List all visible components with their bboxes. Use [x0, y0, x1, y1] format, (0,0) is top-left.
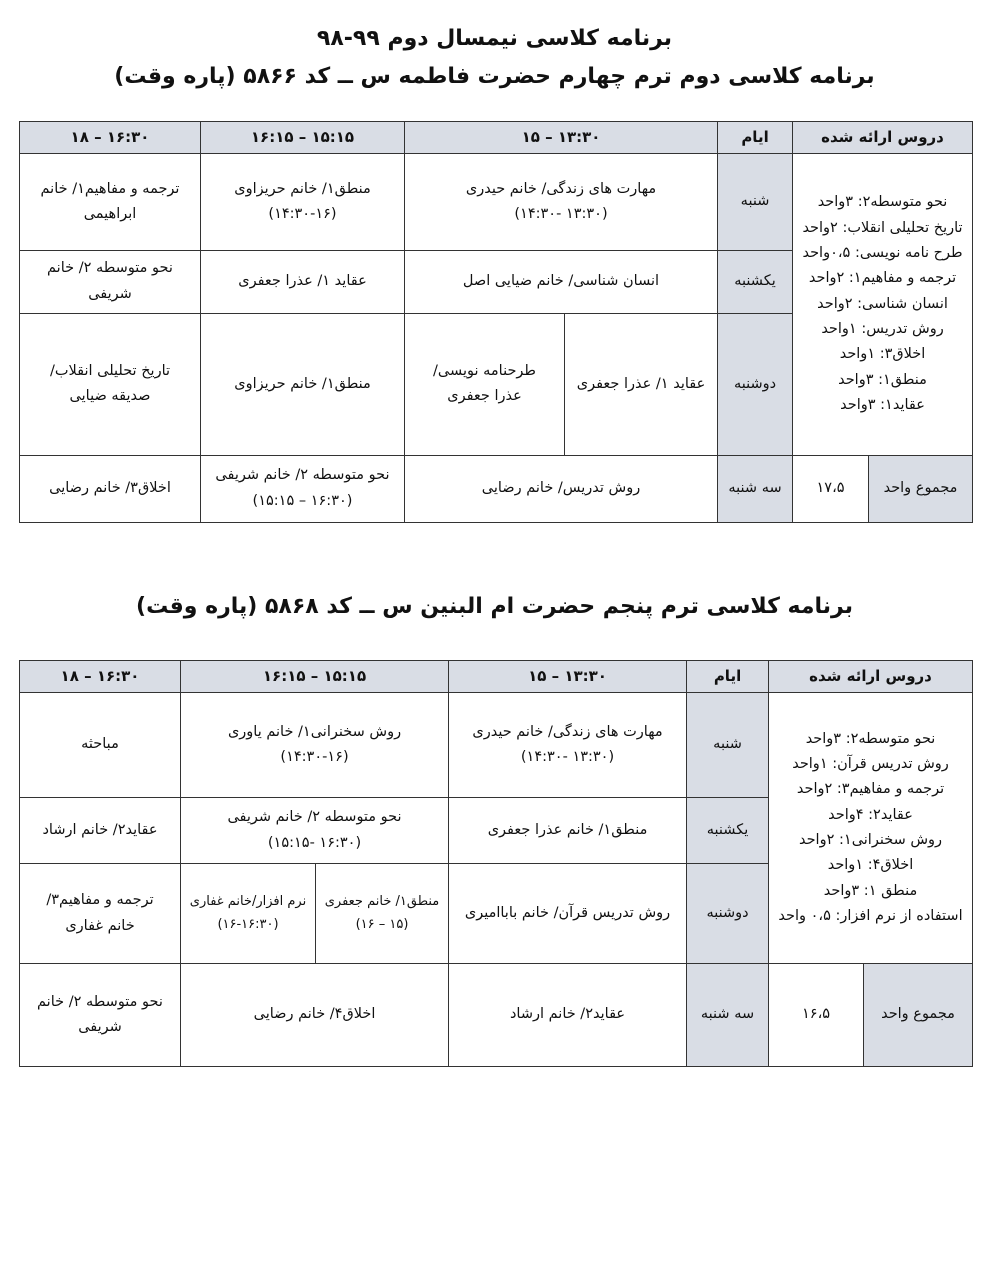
class-cell — [201, 154, 405, 250]
day-saturday: شنبه — [718, 154, 793, 250]
course-item: روش تدریس: ۱واحد — [821, 321, 944, 338]
course-item: منطق ۱: ۳واحد — [823, 882, 918, 899]
class-cell — [181, 798, 449, 864]
total-units-row-cell — [793, 455, 973, 522]
class-cell — [565, 313, 718, 455]
class-title: منطق۱/ خانم حریزاوی — [234, 375, 371, 392]
course-item: اخلاق۳: ۱واحد — [839, 346, 926, 363]
day-sunday: یکشنبه — [687, 798, 769, 864]
class-title: عقاید ۱/ عذرا جعفری — [238, 273, 367, 290]
class-title: نحو متوسطه ۲/ خانم شریفی — [215, 467, 390, 484]
header-courses: دروس ارائه شده — [769, 661, 973, 693]
class-time: (۱۴:۳۰-۱۶) — [280, 749, 349, 765]
class-title: روش تدریس قرآن/ خانم باباامیری — [464, 904, 671, 921]
class-title: انسان شناسی/ خانم ضیایی اصل — [462, 273, 660, 290]
class-time: (۱۳:۳۰ -۱۴:۳۰) — [520, 749, 615, 765]
class-title: خانم غفاری — [65, 917, 135, 934]
total-units-label: مجموع واحد — [868, 456, 972, 522]
class-title: تاریخ تحلیلی انقلاب/ — [49, 362, 171, 379]
class-title: اخلاق۳/ خانم رضایی — [49, 480, 171, 497]
class-cell — [20, 455, 201, 522]
course-item: استفاده از نرم افزار: ۰،۵ واحد — [778, 908, 963, 925]
class-title: شریفی — [88, 285, 132, 302]
header-slot-1: ۱۳:۳۰ – ۱۵ — [449, 661, 687, 693]
class-title: ترجمه و مفاهیم۱/ خانم — [40, 180, 180, 197]
class-time: (۱۶:۳۰ -۱۵:۱۵) — [267, 834, 362, 851]
class-cell — [449, 798, 687, 864]
class-title: مهارت های زندگی/ خانم حیدری — [472, 723, 663, 740]
course-item: انسان شناسی: ۲واحد — [817, 295, 948, 312]
day-saturday: شنبه — [687, 693, 769, 798]
header-slot-2: ۱۵:۱۵ – ۱۶:۱۵ — [201, 122, 405, 154]
table-row — [20, 964, 973, 1067]
class-title: منطق۱/ خانم حریزاوی — [234, 180, 371, 197]
header-courses: دروس ارائه شده — [793, 122, 973, 154]
day-tuesday: سه شنبه — [687, 964, 769, 1067]
class-title: نحو متوسطه ۲/ خانم — [47, 260, 173, 277]
total-units-row-cell — [769, 964, 973, 1067]
header-slot-3: ۱۶:۳۰ – ۱۸ — [20, 661, 181, 693]
class-time: (۱۶-۱۶:۳۰) — [217, 916, 279, 932]
course-item: نحو متوسطه۲: ۳واحد — [805, 730, 936, 747]
class-time: (۱۵ – ۱۶) — [355, 916, 409, 932]
course-item: منطق۱: ۳واحد — [838, 371, 927, 388]
class-cell — [181, 864, 316, 964]
class-title: نحو متوسطه ۲/ خانم شریفی — [227, 809, 402, 826]
course-item: اخلاق۴: ۱واحد — [827, 857, 914, 874]
class-title: عقاید ۱/ عذرا جعفری — [576, 375, 706, 392]
class-cell — [20, 154, 201, 250]
class-cell — [181, 693, 449, 798]
header-slot-3: ۱۶:۳۰ – ۱۸ — [20, 122, 201, 154]
class-cell — [201, 250, 405, 313]
table-row — [20, 693, 973, 798]
class-time: (۱۴:۳۰-۱۶) — [268, 205, 337, 222]
class-cell — [449, 964, 687, 1067]
page-title: برنامه کلاسی نیمسال دوم ۹۹-۹۸ — [316, 26, 673, 51]
class-title: مباحثه — [81, 736, 119, 753]
class-cell — [20, 313, 201, 455]
day-monday: دوشنبه — [718, 313, 793, 455]
course-item: نحو متوسطه۲: ۳واحد — [817, 194, 948, 211]
course-item: عقاید۱: ۳واحد — [840, 397, 925, 414]
class-title: شریفی — [78, 1019, 122, 1035]
header-days: ایام — [718, 122, 793, 154]
class-cell — [201, 455, 405, 522]
total-units-label: مجموع واحد — [863, 964, 972, 1066]
class-title: نرم افزار/خانم غفاری — [189, 893, 307, 909]
class-title: ترجمه و مفاهیم۳/ — [46, 892, 154, 909]
class-title: عقاید۲/ خانم ارشاد — [509, 1006, 626, 1023]
schedule-2-table — [19, 660, 973, 1067]
class-cell — [405, 250, 718, 313]
schedule-1-title: برنامه کلاسی دوم ترم چهارم حضرت فاطمه س ــ کد ۵۸۶۶ (پاره وقت) — [114, 64, 875, 89]
class-cell — [20, 964, 181, 1067]
table-row — [20, 154, 973, 250]
class-cell — [20, 693, 181, 798]
total-units-value: ۱۷،۵ — [816, 480, 845, 497]
table-row — [20, 455, 973, 522]
course-item: روش تدریس قرآن: ۱واحد — [792, 755, 949, 772]
class-title: ابراهیمی — [83, 205, 137, 222]
class-title: روش سخنرانی۱/ خانم یاوری — [227, 723, 402, 740]
class-cell — [405, 455, 718, 522]
course-item: تاریخ تحلیلی انقلاب: ۲واحد — [802, 219, 963, 236]
class-title: منطق۱/ خانم جعفری — [324, 893, 440, 909]
header-slot-1: ۱۳:۳۰ – ۱۵ — [405, 122, 718, 154]
class-cell — [181, 964, 449, 1067]
class-time: (۱۳:۳۰ -۱۴:۳۰) — [514, 205, 608, 222]
schedule-1-table — [19, 121, 973, 523]
course-item: عقاید۲: ۴واحد — [828, 806, 913, 823]
class-time: (۱۶:۳۰ – ۱۵:۱۵) — [252, 492, 353, 509]
course-item: طرح نامه نویسی: ۰،۵واحد — [802, 244, 963, 261]
class-cell — [449, 693, 687, 798]
total-units-value: ۱۶،۵ — [802, 1006, 831, 1023]
course-item: ترجمه و مفاهیم۱: ۲واحد — [808, 270, 957, 287]
day-sunday: یکشنبه — [718, 250, 793, 313]
header-slot-2: ۱۵:۱۵ – ۱۶:۱۵ — [181, 661, 449, 693]
header-days: ایام — [687, 661, 769, 693]
class-cell — [405, 154, 718, 250]
schedule-2-title: برنامه کلاسی ترم پنجم حضرت ام البنین س ــ کد ۵۸۶۸ (پاره وقت) — [136, 594, 853, 619]
class-title: عقاید۲/ خانم ارشاد — [42, 821, 158, 838]
class-cell — [20, 864, 181, 964]
class-title: نحو متوسطه ۲/ خانم — [37, 993, 163, 1010]
table-header-row — [20, 122, 973, 154]
class-cell — [405, 313, 565, 455]
class-cell — [201, 313, 405, 455]
class-cell — [20, 250, 201, 313]
offered-courses-list — [793, 154, 973, 455]
class-title: طرحنامه نویسی/ — [433, 362, 536, 379]
class-title: اخلاق۴/ خانم رضایی — [253, 1006, 376, 1023]
class-title: روش تدریس/ خانم رضایی — [481, 480, 641, 497]
class-cell — [316, 864, 449, 964]
class-cell — [20, 798, 181, 864]
class-title: صدیقه ضیایی — [69, 388, 151, 405]
class-cell — [449, 864, 687, 964]
course-item: ترجمه و مفاهیم۳: ۲واحد — [796, 781, 945, 798]
class-title: منطق۱/ خانم عذرا جعفری — [487, 821, 648, 838]
offered-courses-list — [769, 693, 973, 964]
class-title: مهارت های زندگی/ خانم حیدری — [465, 180, 657, 197]
day-tuesday: سه شنبه — [718, 455, 793, 522]
day-monday: دوشنبه — [687, 864, 769, 964]
course-item: روش سخنرانی۱: ۲واحد — [798, 832, 943, 848]
class-title: عذرا جعفری — [447, 388, 522, 405]
table-header-row — [20, 661, 973, 693]
